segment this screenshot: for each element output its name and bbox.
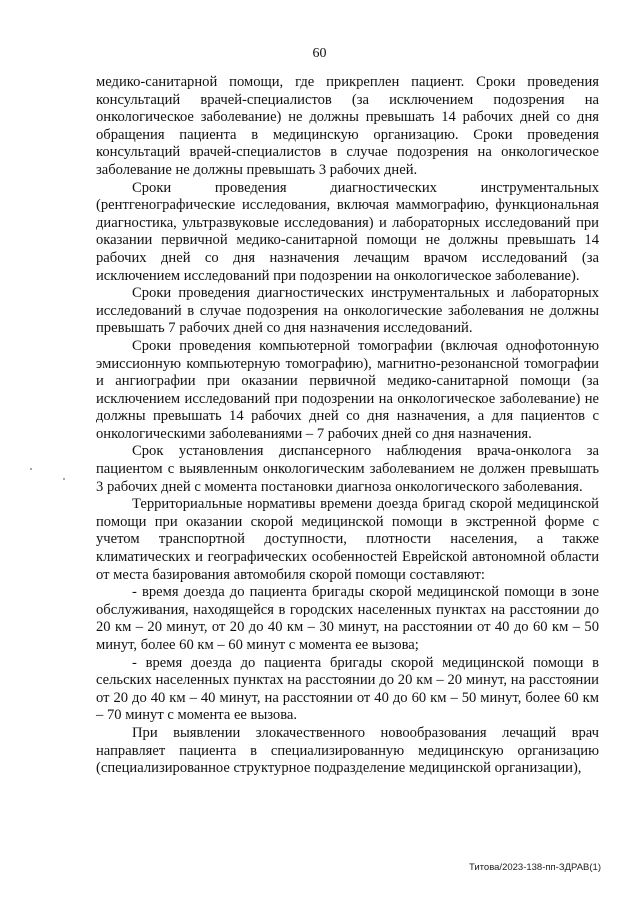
footer-document-code: Титова/2023-138-пп-ЗДРАВ(1) <box>468 862 601 873</box>
paragraph-dispensary-observation: Срок установления диспансерного наблюдения врача-онколога за пациентом с выявленным онкологическим заболеванием не должен превышать 3 рабочих дней с момента постановки диагноза онкологического заболевания. <box>96 443 599 495</box>
paragraph-malignancy-referral: При выявлении злокачественного новообразования лечащий врач направляет пациента в специализированную медицинскую организацию (специализированное структурное подразделение медицинской организации), <box>96 724 599 777</box>
paragraph-diagnostic-terms: Сроки проведения диагностических инструментальных (рентгенографические исследования, включая маммографию, функциональная диагностика, ультразвуковые исследования) и лабораторных исследований при оказании первичной медико-санитарной помощи не должны превышать 14 рабочих дней со дня назначения лечащим врачом исследований (за исключением исследований при подозрении на онкологическое заболевание). <box>96 179 599 284</box>
paragraph-tomography-terms: Сроки проведения компьютерной томографии (включая однофотонную эмиссионную компьютерную томографию), магнитно-резонансной томографии и ангиографии при оказании первичной медико-санитарной помощи (за исключением исследований при подозрении на онкологическое заболевание) не должны превышать 14 рабочих дней со дня назначения, а для пациентов с онкологическими заболеваниями – 7 рабочих дней со дня назначения. <box>96 337 599 442</box>
list-item-urban-arrival: - время доезда до пациента бригады скорой медицинской помощи в зоне обслуживания, находящейся в городских населенных пунктах на расстоянии до 20 км – 20 минут, от 20 до 40 км – 30 минут, на расстоянии от 40 до 60 км – 50 минут, более 60 км – 60 минут с момента ее вызова; <box>96 584 599 653</box>
paragraph-continuation: медико-санитарной помощи, где прикреплен пациент. Сроки проведения консультаций врачей-специалистов (за исключением подозрения на онкологическое заболевание) не должны превышать 14 рабочих дней со дня обращения пациента в медицинскую организацию. Сроки проведения консультаций врачей-специалистов в случае подозрения на онкологическое заболевание не должны превышать 3 рабочих дней. <box>96 74 599 178</box>
paragraph-oncology-diagnostic-terms: Сроки проведения диагностических инструментальных и лабораторных исследований в случае подозрения на онкологические заболевания не должны превышать 7 рабочих дней со дня назначения исследований. <box>96 285 599 337</box>
list-item-rural-arrival: - время доезда до пациента бригады скорой медицинской помощи в сельских населенных пунктах на расстоянии до 20 км – 20 минут, на расстоянии от 20 до 40 км – 40 минут, на расстоянии от 40 до 60 км – 50 минут, более 60 км – 70 минут с момента ее вызова. <box>96 654 599 724</box>
page-number: 60 <box>312 46 327 61</box>
scan-speck <box>30 468 32 470</box>
scan-speck <box>63 478 65 480</box>
document-body <box>96 74 599 778</box>
paragraph-ambulance-norms: Территориальные нормативы времени доезда бригад скорой медицинской помощи при оказании скорой медицинской помощи в экстренной форме с учетом транспортной доступности, плотности населения, а также климатических и географических особенностей Еврейской автономной области от места базирования автомобиля скорой помощи составляют: <box>96 496 599 583</box>
